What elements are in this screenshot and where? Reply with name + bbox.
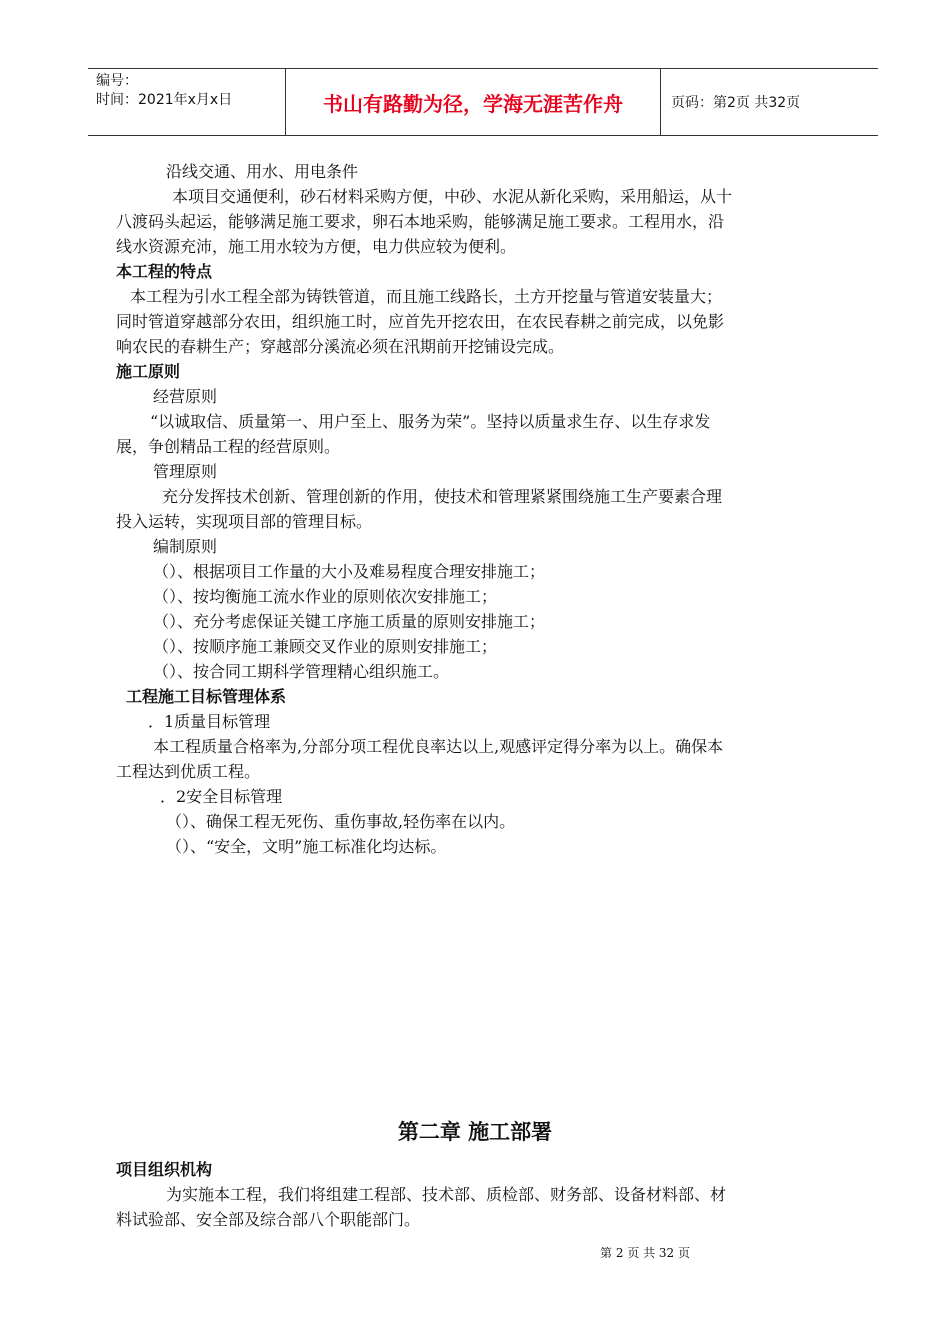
code-label: 编号： [96,73,138,89]
list-item: （）、“安全，文明”施工标准化均达标。 [166,837,447,856]
page-footer: 第 2 页 共 32 页 [600,1246,690,1260]
paragraph-line: 料试验部、安全部及综合部八个职能部门。 [116,1210,421,1229]
section-heading: 施工原则 [116,362,181,381]
paragraph-line: ．2安全目标管理 [160,787,283,806]
paragraph-line: 编制原则 [153,537,218,556]
time-label: 时间：2021年x月x日 [96,92,233,108]
paragraph-line: ．1质量目标管理 [148,712,271,731]
paragraph-line: 八渡码头起运，能够满足施工要求，卵石本地采购，能够满足施工要求。工程用水，沿 [116,212,725,231]
header-motto: 书山有路勤为径，学海无涯苦作舟 [286,69,661,135]
list-item: （）、按合同工期科学管理精心组织施工。 [153,662,450,681]
list-item: （）、确保工程无死伤、重伤事故,轻伤率在以内。 [166,812,516,831]
list-item: （）、充分考虑保证关键工序施工质量的原则安排施工； [153,612,546,631]
list-item: （）、按均衡施工流水作业的原则依次安排施工； [153,587,498,606]
paragraph-line: 投入运转，实现项目部的管理目标。 [116,512,373,531]
page-header [88,68,878,136]
paragraph-line: “以诚取信、质量第一、用户至上、服务为荣”。坚持以质量求生存、以生存求发 [150,412,711,431]
paragraph-line: 同时管道穿越部分农田，组织施工时，应首先开挖农田，在农民春耕之前完成，以免影 [116,312,725,331]
list-item: （）、按顺序施工兼顾交叉作业的原则安排施工； [153,637,498,656]
paragraph-line: 线水资源充沛，施工用水较为方便，电力供应较为便利。 [116,237,517,256]
section-heading: 工程施工目标管理体系 [126,687,287,706]
header-meta [88,69,286,135]
section-heading: 本工程的特点 [116,262,213,281]
header-page-info: 页码：第2页 共32页 [671,95,801,111]
chapter-title: 第二章 施工部署 [397,1120,553,1144]
section-heading: 项目组织机构 [116,1160,213,1179]
list-item: （）、根据项目工作量的大小及难易程度合理安排施工； [153,562,546,581]
paragraph-line: 展，争创精品工程的经营原则。 [116,437,341,456]
paragraph-line: 沿线交通、用水、用电条件 [166,162,359,181]
paragraph-line: 本工程质量合格率为,分部分项工程优良率达以上,观感评定得分率为以上。确保本 [153,737,724,756]
paragraph-line: 管理原则 [153,462,218,481]
paragraph-line: 充分发挥技术创新、管理创新的作用，使技术和管理紧紧围绕施工生产要素合理 [162,487,723,506]
paragraph-line: 本项目交通便利，砂石材料采购方便，中砂、水泥从新化采购，采用船运，从十 [172,187,733,206]
paragraph-line: 响农民的春耕生产；穿越部分溪流必须在汛期前开挖铺设完成。 [116,337,565,356]
paragraph-line: 本工程为引水工程全部为铸铁管道，而且施工线路长，土方开挖量与管道安装量大； [130,287,723,306]
paragraph-line: 为实施本工程，我们将组建工程部、技术部、质检部、财务部、设备材料部、材 [166,1185,727,1204]
paragraph-line: 经营原则 [153,387,218,406]
paragraph-line: 工程达到优质工程。 [116,762,261,781]
